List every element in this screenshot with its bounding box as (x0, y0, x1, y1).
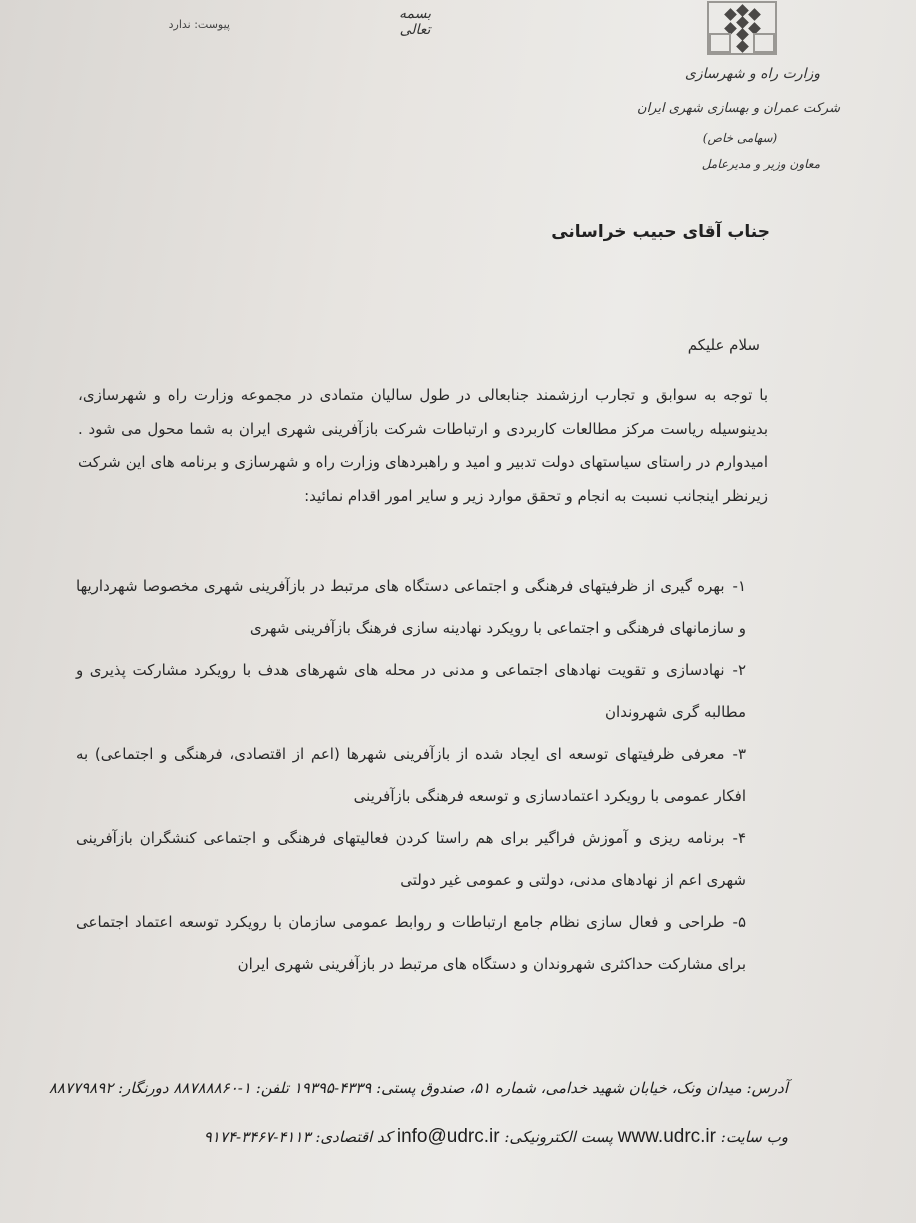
footer-address: آدرس: میدان ونک، خیابان شهید خدامی، شماره ۵۱، صندوق پستی: ۴۳۳۹-۱۹۳۹۵ تلفن: ۱-۸۸۷۸۸۸۶۰ دورنگار: ۸۸۷۷۹۸۹۲ (48, 1079, 788, 1097)
attachment-note: پیوست: ندارد (168, 18, 230, 31)
item-number: ۵- (732, 913, 746, 931)
item-text: برنامه ریزی و آموزش فراگیر برای هم راستا کردن فعالیتهای فرهنگی و اجتماعی کنشگران بازآفرینی شهری اعم از نهادهای مدنی، دولتی و عمومی غیر دولتی (76, 829, 746, 889)
company-logo (702, 0, 782, 58)
email-label: پست الکترونیکی: (504, 1128, 614, 1146)
item-number: ۴- (732, 829, 746, 847)
item-number: ۱- (732, 577, 746, 595)
ministry-name: وزارت راه و شهرسازی (684, 66, 820, 82)
list-item (76, 649, 746, 733)
footer-contact (88, 1126, 788, 1148)
list-item (76, 733, 746, 817)
list-item (76, 817, 746, 901)
website-link[interactable]: www.udrc.ir (617, 1126, 716, 1147)
office-title: معاون وزیر و مدیرعامل (701, 157, 820, 171)
letter-intro: با توجه به سوابق و تجارب ارزشمند جنابعالی در طول سالیان متمادی در مجموعه وزارت راه و شهرسازی، بدینوسیله ریاست مرکز مطالعات کاربردی و ارتباطات شرکت بازآفرینی شهری ایران به شما محول می شود . امیدوارم در راستای سیاستهای دولت تدبیر و امید و راهبردهای وزارت راه و شهرسازی و برنامه های این شرکت زیرنظر اینجانب نسبت به انجام و تحقق موارد زیر و سایر امور اقدام نمائید: (78, 386, 768, 505)
website-label: وب سایت: (720, 1128, 788, 1146)
company-name: شرکت عمران و بهسازی شهری ایران (637, 101, 840, 116)
economic-code: کد اقتصادی: ۴۱۱۳-۳۴۶۷-۹۱۷۴ (203, 1128, 393, 1146)
list-item (76, 565, 746, 649)
item-text: طراحی و فعال سازی نظام جامع ارتباطات و روابط عمومی سازمان با رویکرد توسعه اعتماد اجتماعی برای مشارکت حداکثری شهروندان و دستگاه های مرتبط در بازآفرینی شهری ایران (76, 913, 746, 973)
addressee: جناب آقای حبیب خراسانی (551, 222, 770, 242)
duties-list (76, 565, 746, 985)
salutation: سلام علیکم (687, 336, 760, 354)
item-number: ۲- (732, 661, 746, 679)
item-text: نهادسازی و تقویت نهادهای اجتماعی و مدنی در محله های شهرهای هدف با رویکرد مشارکت پذیری و مطالبه گری شهروندان (76, 661, 746, 721)
item-text: معرفی ظرفیتهای توسعه ای ایجاد شده از بازآفرینی شهرها (اعم از اقتصادی، فرهنگی و اجتماعی) به افکار عمومی با رویکرد اعتمادسازی و توسعه فرهنگی بازآفرینی (76, 745, 746, 805)
list-item (76, 901, 746, 985)
bismillah-heading: بسمه تعالی (399, 6, 431, 38)
company-type: (سهامی خاص) (702, 131, 778, 145)
item-text: بهره گیری از ظرفیتهای فرهنگی و اجتماعی دستگاه های مرتبط در بازآفرینی شهری مخصوصا شهرداریها و سازمانهای فرهنگی و اجتماعی با رویکرد نهادینه سازی فرهنگ بازآفرینی شهری (76, 577, 746, 637)
email-link[interactable]: info@udrc.ir (396, 1126, 500, 1147)
item-number: ۳- (732, 745, 746, 763)
